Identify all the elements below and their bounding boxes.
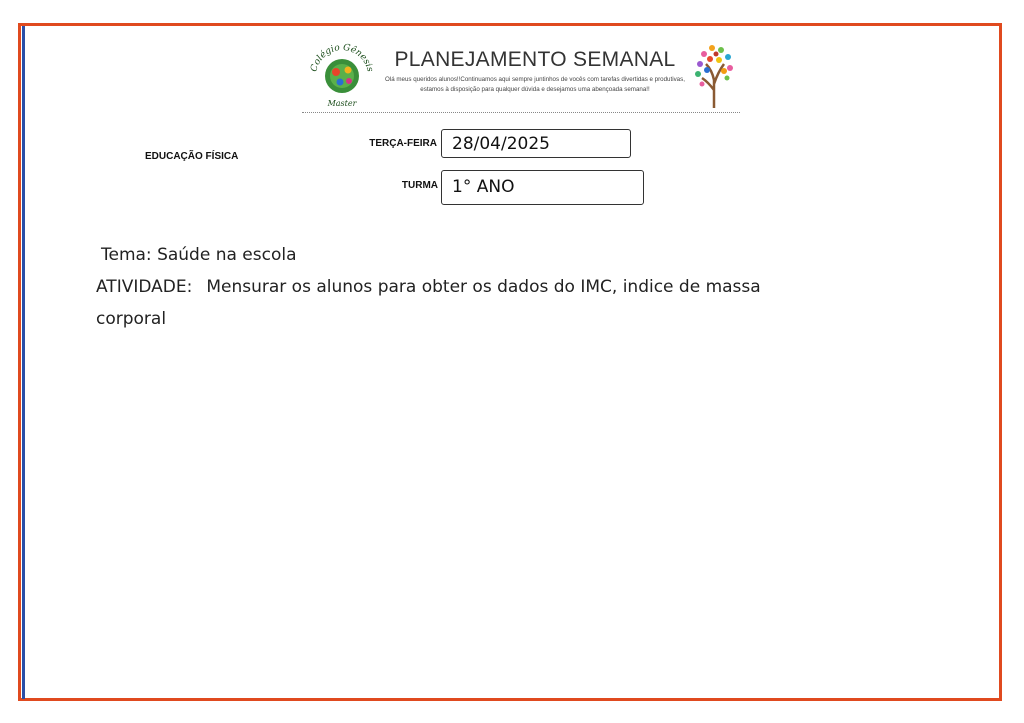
logo-text-top: Colégio Gênesis [309, 42, 375, 73]
tree-icon [690, 40, 740, 110]
header [302, 40, 740, 113]
page-frame [18, 23, 1002, 701]
page-frame-accent [22, 26, 25, 699]
page-title: PLANEJAMENTO SEMANAL [394, 48, 676, 71]
atividade-label: ATIVIDADE: [96, 277, 193, 297]
welcome-message: Olá meus queridos alunos!!Continuamos aqui sempre juntinhos de vocês com tarefas divertidas e produtivas, estamos à disposição para qualquer dúvida e desejamos uma abençoada semana!! [385, 76, 685, 93]
atividade-text-cont: corporal [96, 309, 167, 329]
turma-label: TURMA [401, 180, 438, 191]
turma-field[interactable]: 1° ANO [441, 170, 644, 205]
atividade-text: Mensurar os alunos para obter os dados do IMC, indice de massa [206, 277, 761, 297]
atividade-line [96, 277, 761, 297]
tema-text: Tema: Saúde na escola [101, 245, 297, 265]
subject-label: EDUCAÇÃO FÍSICA [145, 151, 239, 162]
logo-text-bottom: Master [327, 99, 357, 108]
date-field[interactable]: 28/04/2025 [441, 129, 631, 158]
school-logo [302, 40, 382, 112]
day-label: TERÇA-FEIRA [369, 138, 437, 149]
